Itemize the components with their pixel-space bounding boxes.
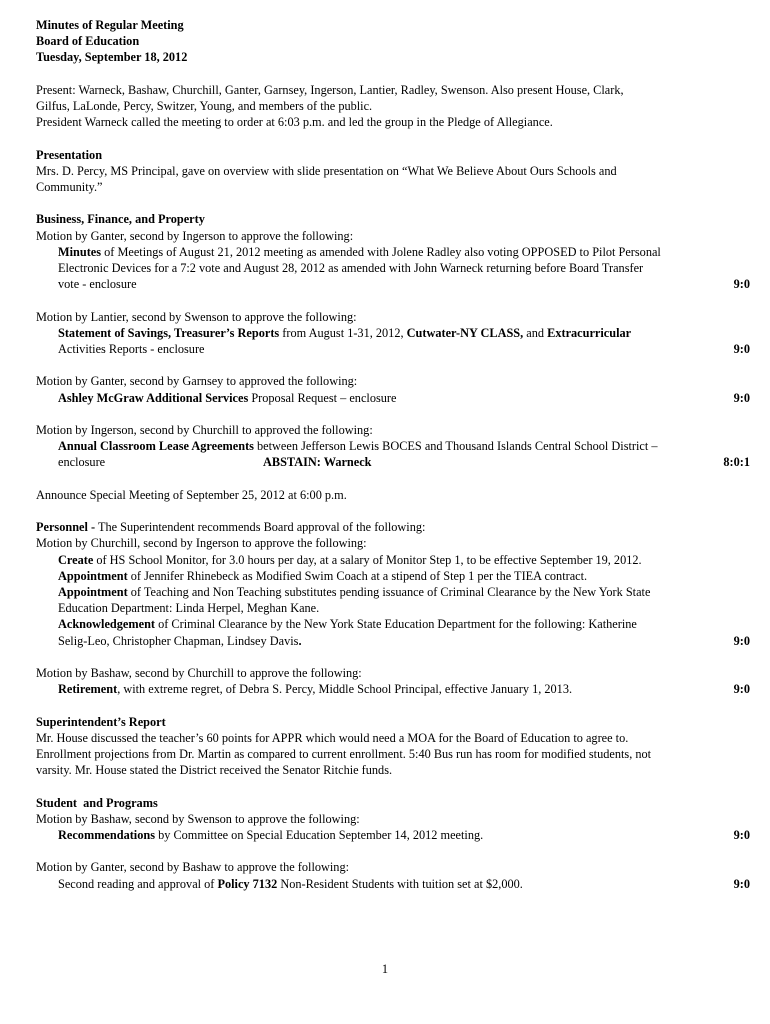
item-bold: Ashley McGraw Additional Services xyxy=(58,390,249,405)
presentation-heading: Presentation xyxy=(36,147,103,162)
business-item-1-line-3 xyxy=(36,276,750,292)
item-bold: . xyxy=(298,633,302,648)
vote-result: 9:0 xyxy=(733,876,750,891)
business-motion-1: Motion by Ganter, second by Ingerson to approve the following: xyxy=(36,228,354,243)
item-text: , with extreme regret, of Debra S. Percy, Middle School Principal, effective January 1, 2013. xyxy=(117,682,573,697)
document-body-name: Board of Education xyxy=(36,34,140,49)
item-bold: Extracurricular xyxy=(547,325,632,340)
student-motion-2: Motion by Ganter, second by Bashaw to approve the following: xyxy=(36,860,350,875)
business-item-4-line-2 xyxy=(36,454,750,470)
business-motion-2: Motion by Lantier, second by Swenson to approve the following: xyxy=(36,309,357,324)
personnel-motion-2: Motion by Bashaw, second by Churchill to approve the following: xyxy=(36,665,362,680)
item-bold: Appointment xyxy=(58,584,128,599)
item-bold: Create xyxy=(58,552,94,567)
item-text: and xyxy=(523,325,548,340)
business-item-1-line-2: Electronic Devices for a 7:2 vote and August 28, 2012 as amended with John Warneck returning before Board Transfer xyxy=(58,261,644,275)
item-text: by Committee on Special Education September 14, 2012 meeting. xyxy=(155,827,484,842)
announcement: Announce Special Meeting of September 25, 2012 at 6:00 p.m. xyxy=(36,487,347,502)
business-item-2-line-2 xyxy=(36,341,750,357)
item-text: of Teaching and Non Teaching substitutes pending issuance of Criminal Clearance by the New York State xyxy=(127,584,651,599)
business-motion-4: Motion by Ingerson, second by Churchill to approved the following: xyxy=(36,422,373,437)
item-bold: Recommendations xyxy=(58,827,156,842)
item-bold: Retirement xyxy=(58,682,118,697)
minutes-document xyxy=(36,17,750,892)
personnel-heading-line xyxy=(36,519,750,535)
item-bold: Cutwater-NY CLASS, xyxy=(406,325,524,340)
present-line-3: President Warneck called the meeting to order at 6:03 p.m. and led the group in the Pledge of Allegiance. xyxy=(36,115,553,130)
personnel-motion-1: Motion by Churchill, second by Ingerson to approve the following: xyxy=(36,536,367,551)
vote-result: 9:0 xyxy=(733,682,750,697)
vote-result: 9:0 xyxy=(733,342,750,356)
present-line-2: Gilfus, LaLonde, Percy, Switzer, Young, and members of the public. xyxy=(36,99,373,113)
item-bold: Minutes xyxy=(58,244,102,259)
personnel-create-line xyxy=(36,552,750,568)
item-text: between Jefferson Lewis BOCES and Thousand Islands Central School District – xyxy=(253,439,658,454)
student-heading: Student and Programs xyxy=(36,795,158,810)
vote-result: 8:0:1 xyxy=(723,455,750,470)
student-motion-1: Motion by Bashaw, second by Swenson to approve the following: xyxy=(36,811,360,826)
item-text: vote - enclosure xyxy=(58,277,137,292)
item-text: Non-Resident Students with tuition set at $2,000. xyxy=(277,876,523,891)
item-text: of HS School Monitor, for 3.0 hours per day, at a salary of Monitor Step 1, to be effective September 19, 2012. xyxy=(93,552,642,567)
item-text: from August 1-31, 2012, xyxy=(279,325,407,340)
item-text: of Meetings of August 21, 2012 meeting as amended with Jolene Radley also voting OPPOSED to Pilot Personal xyxy=(101,244,661,259)
item-text: of Criminal Clearance by the New York State Education Department for the following: Katherine xyxy=(155,617,637,632)
superintendent-heading: Superintendent’s Report xyxy=(36,714,166,729)
business-item-1-line-1 xyxy=(36,244,750,260)
personnel-retirement-line xyxy=(36,681,750,697)
item-bold: Statement of Savings, Treasurer’s Reports xyxy=(58,325,280,340)
document-date: Tuesday, September 18, 2012 xyxy=(36,50,188,65)
item-text: of Jennifer Rhinebeck as Modified Swim Coach at a stipend of Step 1 per the TIEA contract. xyxy=(127,568,588,583)
personnel-acknowledgement-line-2 xyxy=(36,633,750,649)
superintendent-line-1: Mr. House discussed the teacher’s 60 points for APPR which would need a MOA for the Board of Education to agree to. xyxy=(36,730,629,745)
item-text: Second reading and approval of xyxy=(58,876,218,891)
personnel-appointment-1-line xyxy=(36,568,750,584)
vote-result: 9:0 xyxy=(733,827,750,842)
business-item-4-line-1 xyxy=(36,438,750,454)
superintendent-line-3: varsity. Mr. House stated the District received the Senator Ritchie funds. xyxy=(36,763,393,778)
item-text: Activities Reports - enclosure xyxy=(58,342,205,356)
abstain-note: ABSTAIN: Warneck xyxy=(263,455,372,470)
page-number: 1 xyxy=(381,962,389,976)
presentation-line-1: Mrs. D. Percy, MS Principal, gave on overview with slide presentation on “What We Believe About Ours Schools and xyxy=(36,163,617,178)
vote-result: 9:0 xyxy=(733,277,750,292)
student-item-1-line xyxy=(36,827,750,843)
business-heading: Business, Finance, and Property xyxy=(36,212,205,227)
personnel-acknowledgement-line-1 xyxy=(36,616,750,632)
student-item-2-line xyxy=(36,876,750,892)
item-text: Selig-Leo, Christopher Chapman, Lindsey Davis xyxy=(58,633,299,648)
business-motion-3: Motion by Ganter, second by Garnsey to approved the following: xyxy=(36,374,358,389)
superintendent-line-2: Enrollment projections from Dr. Martin as compared to current enrollment. 5:40 Bus run has room for modified students, not xyxy=(36,746,652,761)
document-title: Minutes of Regular Meeting xyxy=(36,18,184,32)
item-text: enclosure xyxy=(58,455,106,470)
vote-result: 9:0 xyxy=(733,633,750,648)
personnel-appointment-2-line-1 xyxy=(36,584,750,600)
business-item-3-line-1 xyxy=(36,390,750,406)
personnel-heading: Personnel - xyxy=(36,520,96,535)
present-line-1: Present: Warneck, Bashaw, Churchill, Ganter, Garnsey, Ingerson, Lantier, Radley, Swenson. Also present House, Clark, xyxy=(36,82,624,97)
item-bold: Acknowledgement xyxy=(58,617,156,632)
item-bold: Policy 7132 xyxy=(217,876,278,891)
item-bold: Annual Classroom Lease Agreements xyxy=(58,439,254,454)
item-bold: Appointment xyxy=(58,568,128,583)
personnel-appointment-2-line-2: Education Department: Linda Herpel, Meghan Kane. xyxy=(58,601,320,616)
presentation-line-2: Community.” xyxy=(36,180,103,194)
business-item-2-line-1 xyxy=(36,325,750,341)
item-text: Proposal Request – enclosure xyxy=(248,390,397,405)
personnel-intro: The Superintendent recommends Board approval of the following: xyxy=(95,520,426,535)
vote-result: 9:0 xyxy=(733,390,750,405)
